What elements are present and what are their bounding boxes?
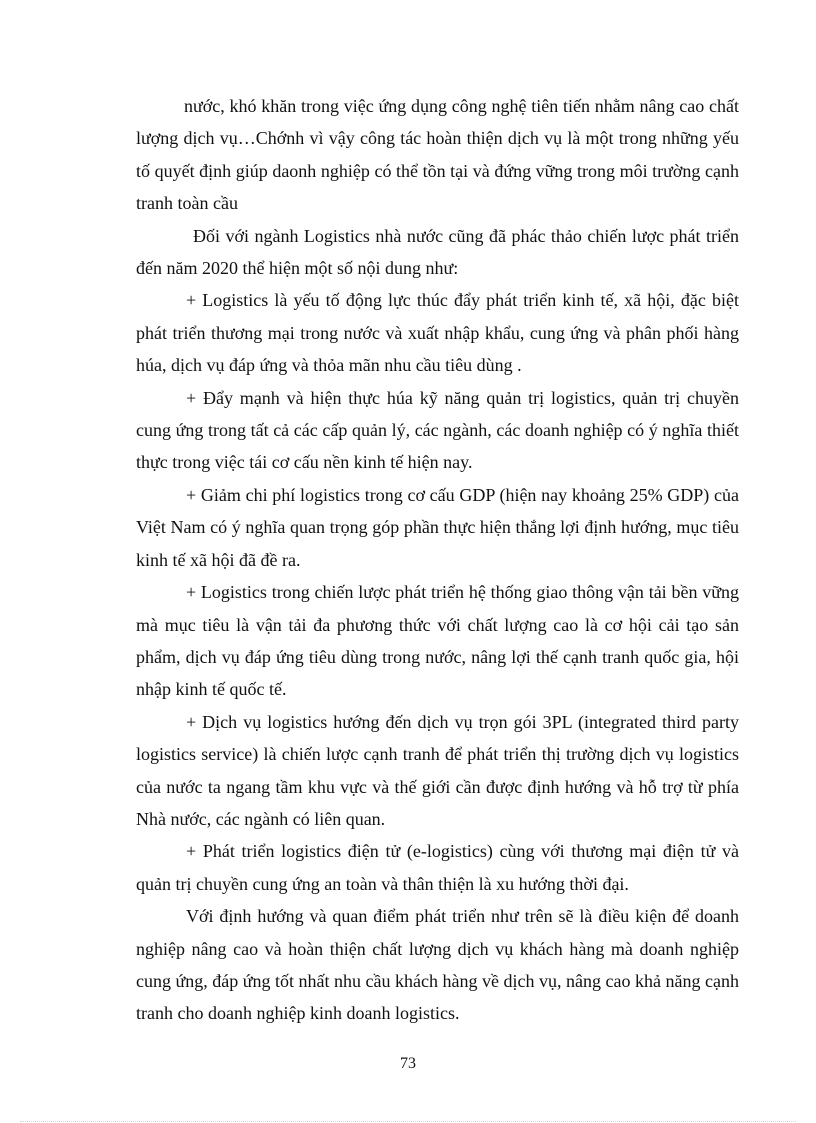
paragraph-intro-continuation: nước, khó khăn trong việc ứng dụng công nghệ tiên tiến nhằm nâng cao chất lượng dịch vụ…Chớnh vì vậy công tác hoàn thiện dịch vụ là một trong những yếu tố quyết định giúp daonh nghiệp có thể tồn tại và đứng vững trong môi trường cạnh tranh toàn cầu: [136, 96, 739, 214]
page-number: 73: [400, 1055, 416, 1072]
page-bottom-rule: [20, 1121, 796, 1122]
paragraph-bullet-growth-driver: + Logistics là yếu tố động lực thúc đẩy phát triển kinh tế, xã hội, đặc biệt phát triển thương mại trong nước và xuất nhập khẩu, cung ứng và phân phối hàng húa, dịch vụ đáp ứng và thỏa mãn nhu cầu tiêu dùng .: [136, 290, 739, 376]
paragraph-bullet-cost-reduction: + Giảm chi phí logistics trong cơ cấu GDP (hiện nay khoảng 25% GDP) của Việt Nam có ý nghĩa quan trọng góp phần thực hiện thắng lợi định hướng, mục tiêu kinh tế xã hội đã đề ra.: [136, 484, 739, 570]
paragraph-logistics-strategy: Đối với ngành Logistics nhà nước cũng đã phác thảo chiến lược phát triển đến năm 2020 thể hiện một số nội dung như:: [136, 225, 739, 279]
paragraph-bullet-e-logistics: + Phát triển logistics điện tử (e-logistics) cùng với thương mại điện tử và quản trị chuyền cung ứng an toàn và thân thiện là xu hướng thời đại.: [136, 841, 739, 894]
paragraph-bullet-transport-system: + Logistics trong chiến lược phát triển hệ thống giao thông vận tải bền vững mà mục tiêu là vận tải đa phương thức với chất lượng cao là cơ hội cải tạo sản phẩm, dịch vụ đáp ứng tiêu dùng trong nước, nâng lợi thế cạnh tranh quốc gia, hội nhập kinh tế quốc tế.: [136, 582, 739, 700]
body-text: [136, 90, 739, 1030]
paragraph-bullet-3pl: + Dịch vụ logistics hướng đến dịch vụ trọn gói 3PL (integrated third party logistics service) là chiến lược cạnh tranh để phát triển thị trường dịch vụ logistics của nước ta ngang tầm khu vực và thế giới cần được định hướng và hỗ trợ từ phía Nhà nước, các ngành có liên quan.: [136, 711, 739, 829]
paragraph-bullet-management-skills: + Đẩy mạnh và hiện thực húa kỹ năng quản trị logistics, quản trị chuyền cung ứng trong tất cả các cấp quản lý, các ngành, các doanh nghiệp có ý nghĩa thiết thực trong việc tái cơ cấu nền kinh tế hiện nay.: [136, 387, 739, 473]
paragraph-conclusion: Với định hướng và quan điểm phát triển như trên sẽ là điều kiện để doanh nghiệp nâng cao và hoàn thiện chất lượng dịch vụ khách hàng mà doanh nghiệp cung ứng, đáp ứng tốt nhất nhu cầu khách hàng về dịch vụ, nâng cao khả năng cạnh tranh cho doanh nghiệp kinh doanh logistics.: [136, 906, 739, 1024]
